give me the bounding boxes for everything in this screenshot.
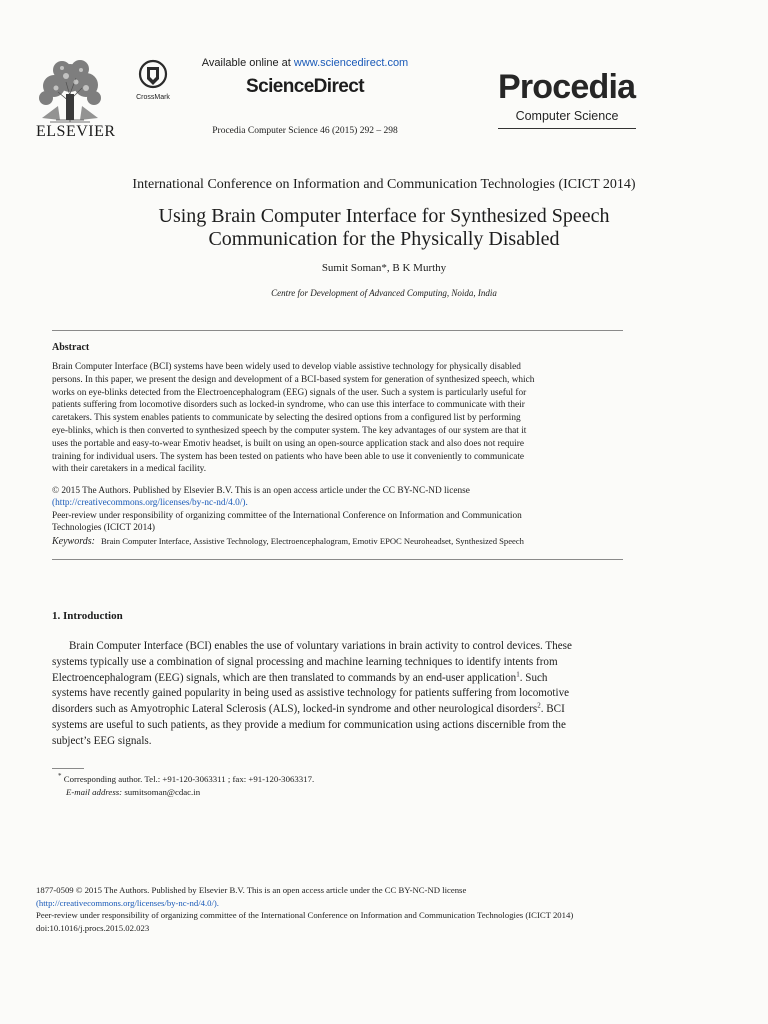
footnote-rule <box>52 768 84 769</box>
crossmark-icon[interactable] <box>138 59 168 93</box>
affiliation: Centre for Development of Advanced Computing, Noida, India <box>271 288 497 298</box>
intro-line-tail: . Such <box>519 671 548 684</box>
footer-license-link[interactable]: (http://creativecommons.org/licenses/by-nc-nd/4.0/). <box>36 897 219 908</box>
intro-line <box>52 702 624 718</box>
copyright-notice: © 2015 The Authors. Published by Elsevier B.V. This is an open access article under the CC BY-NC-ND license <box>52 486 470 496</box>
intro-line: Brain Computer Interface (BCI) enables the use of voluntary variations in brain activity to control devices. These <box>69 640 572 652</box>
peer-review-line: Peer-review under responsibility of organizing committee of the International Conference on Information and Communication <box>52 510 522 521</box>
email-address[interactable]: sumitsoman@cdac.in <box>124 786 201 797</box>
introduction-body <box>52 639 624 750</box>
license-link[interactable]: (http://creativecommons.org/licenses/by-nc-nd/4.0/). <box>52 498 248 509</box>
peer-review-line: Technologies (ICICT 2014) <box>52 522 155 533</box>
email-label: E-mail address: <box>66 786 123 797</box>
paper-title <box>60 205 708 251</box>
journal-reference: Procedia Computer Science 46 (2015) 292 – 298 <box>212 126 398 136</box>
footnote-marker: * <box>58 772 62 781</box>
page-footer <box>36 884 676 934</box>
intro-line <box>52 671 624 687</box>
abstract-line: patients suffering from locomotive disorders such as locked-in syndrome, who can use this interface to communicate with their <box>52 400 525 411</box>
abstract-line: persons. In this paper, we present the design and development of a BCI-based system for generation of synthesized speech, which <box>52 374 535 385</box>
abstract-line: caretakers. This system enables patients to communicate by selecting the desired options from a configured list by performing <box>52 413 521 424</box>
sciencedirect-wordmark: ScienceDirect <box>246 76 364 97</box>
keywords-list: Brain Computer Interface, Assistive Technology, Electroencephalogram, Emotiv EPOC Neuroheadset, Synthesized Speech <box>100 536 524 546</box>
available-online <box>180 57 430 69</box>
keywords-label: Keywords: <box>52 536 95 547</box>
footnote-line <box>58 786 314 799</box>
abstract-line: eye-blinks, which is then converted to synthesized speech by the computer system. The key advantages of our system are that it <box>52 425 527 436</box>
intro-line-text: disorders such as Amyotrophic Lateral Sclerosis (ALS), locked-in syndrome and other neurological disorders <box>52 703 538 716</box>
section-heading: 1. Introduction <box>52 610 123 622</box>
abstract-heading: Abstract <box>52 342 90 353</box>
abstract-line: Brain Computer Interface (BCI) systems have been widely used to develop viable assistive technology for physically disabled <box>52 362 521 372</box>
abstract-line: training for individual users. The system has been tested on patients who have been able to use it conveniently to communicate <box>52 451 525 462</box>
procedia-underline <box>498 128 636 129</box>
abstract-line: uses the portable and easy-to-wear Emotiv headset, is built on using an open-source application stack and also does not require <box>52 438 524 449</box>
divider <box>52 330 623 331</box>
elsevier-tree-logo <box>36 58 104 124</box>
intro-line: subject’s EEG signals. <box>52 734 152 747</box>
footnote <box>58 773 314 798</box>
intro-line-tail: . BCI <box>540 703 565 716</box>
procedia-subtitle: Computer Science <box>515 109 619 123</box>
available-prefix: Available online at <box>201 57 294 69</box>
correspondence: Corresponding author. Tel.: +91-120-3063311 ; fax: +91-120-3063317. <box>63 774 315 784</box>
citation-ref[interactable]: 2 <box>537 701 541 710</box>
intro-line: systems typically use a combination of signal processing and machine learning techniques to identify intents from <box>52 655 558 668</box>
abstract-line: with their caretakers in a medical facility. <box>52 464 207 475</box>
crossmark-label: CrossMark <box>136 94 170 101</box>
intro-line: systems are useful to such patients, as they provide a medium for communication using actions discernible from the <box>52 718 566 731</box>
abstract-body <box>52 361 624 476</box>
sciencedirect-link[interactable]: www.sciencedirect.com <box>293 57 409 69</box>
conference-name: International Conference on Information and Communication Technologies (ICICT 2014) <box>132 177 636 192</box>
citation-ref[interactable]: 1 <box>516 669 520 678</box>
footnote-line <box>58 773 314 786</box>
doi[interactable]: doi:10.1016/j.procs.2015.02.023 <box>36 922 150 933</box>
issn-line: 1877-0509 © 2015 The Authors. Published by Elsevier B.V. This is an open access article under the CC BY-NC-ND license <box>36 885 467 895</box>
title-line: Communication for the Physically Disabled <box>208 228 560 250</box>
keywords-row <box>52 536 624 547</box>
authors: Sumit Soman*, B K Murthy <box>321 262 447 274</box>
divider <box>52 559 623 560</box>
intro-line-text: Electroencephalogram (EEG) signals, which are then translated to commands by an end-user application <box>52 671 517 684</box>
publisher-name: ELSEVIER <box>36 123 116 140</box>
title-line: Using Brain Computer Interface for Synthesized Speech <box>158 205 610 227</box>
procedia-wordmark: Procedia <box>498 68 636 106</box>
intro-line: systems have recently gained popularity in being used as assistive technology for patients suffering from locomotive <box>52 687 570 700</box>
footer-peer-review: Peer-review under responsibility of organizing committee of the International Conference on Information and Communication Technologies (ICICT 2014) <box>36 910 574 920</box>
copyright-block <box>52 485 624 534</box>
abstract-line: works on eye-blinks detected from the Electroencephalogram (EEG) signals of the user. Such a system is particularly useful for <box>52 387 527 398</box>
